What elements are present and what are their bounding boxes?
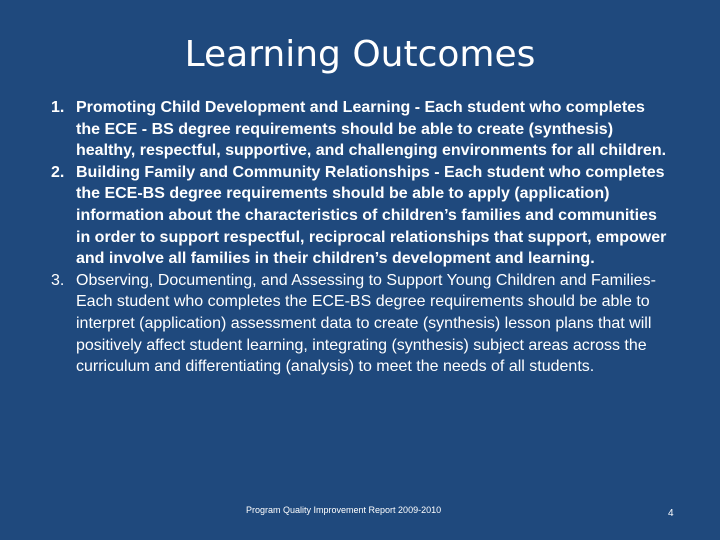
outcome-number: 2. [51, 163, 65, 181]
outcome-item-2 [48, 162, 668, 270]
outcome-text: Observing, Documenting, and Assessing to Support Young Children and Families- Each student who completes the ECE-BS degree requirements should be able to interpret (application) assessment data to create (synthesis) lesson plans that will positively affect student learning, integrating (synthesis) subject areas across the curriculum and differentiating (analysis) to meet the needs of all students. [76, 271, 656, 376]
outcome-text: Building Family and Community Relationships - Each student who completes the ECE-BS degree requirements should be able to apply (application) information about the characteristics of children’s families and communities in order to support respectful, reciprocal relationships that support, empower and involve all families in their children’s development and learning. [76, 163, 667, 268]
slide-footer: Program Quality Improvement Report 2009-2010 [246, 505, 442, 515]
outcome-item-1 [48, 97, 668, 162]
outcome-item-3 [48, 270, 668, 378]
outcome-text: Promoting Child Development and Learning - Each student who completes the ECE - BS degree requirements should be able to create (synthesis) healthy, respectful, supportive, and challenging environments for all children. [76, 99, 667, 160]
outcome-number: 1. [51, 99, 65, 116]
outcome-number: 3. [51, 271, 65, 289]
outcomes-list [48, 97, 668, 378]
slide-title: Learning Outcomes [184, 34, 536, 75]
page-number: 4 [668, 508, 674, 519]
